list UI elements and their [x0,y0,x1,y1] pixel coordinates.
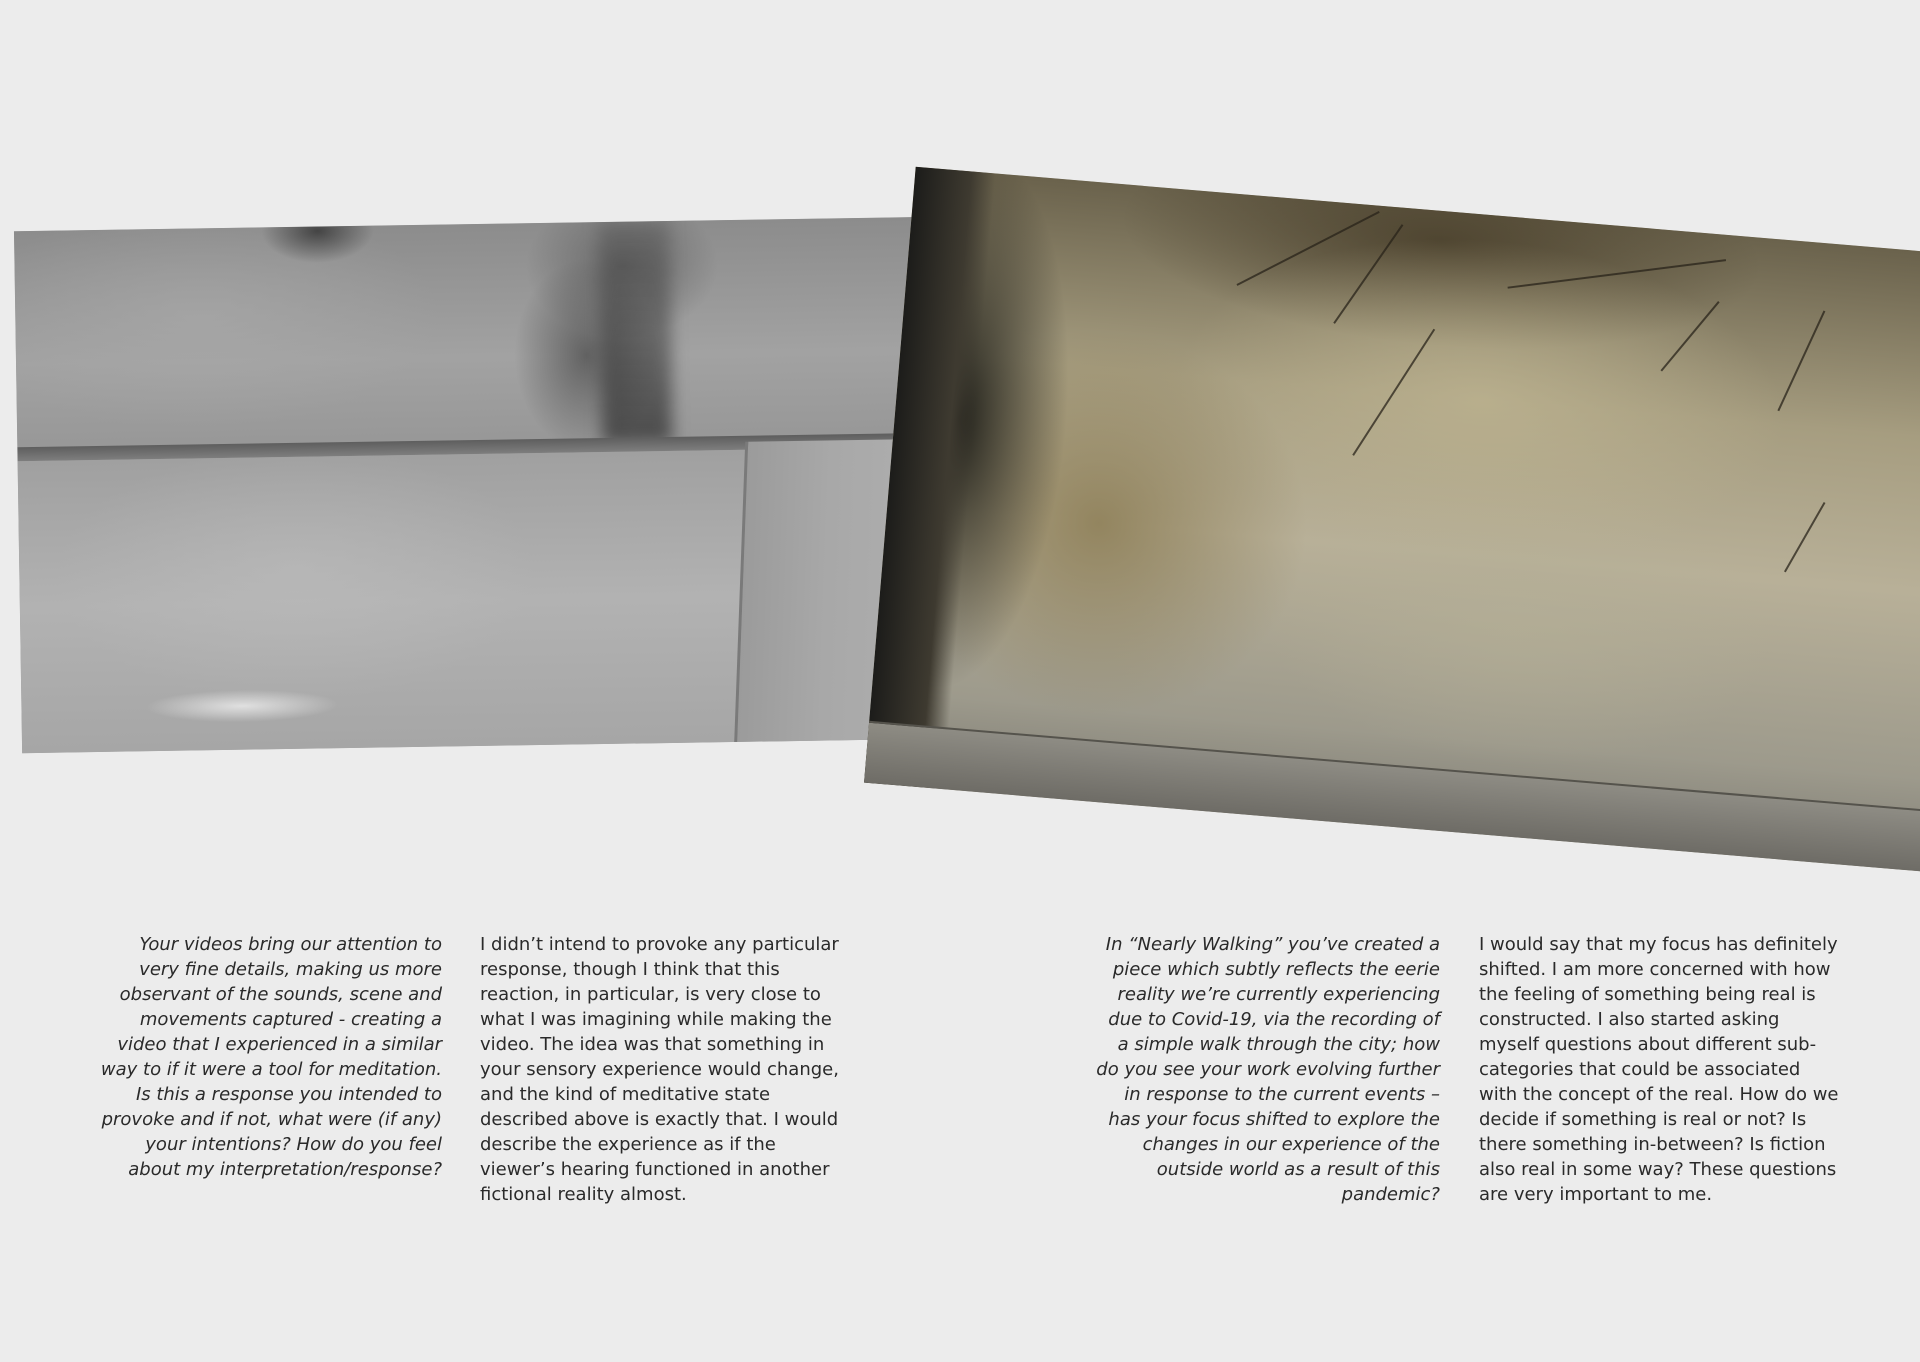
upper-wall [14,217,937,453]
concrete-corner-photo [14,217,942,753]
interview-answer: I would say that my focus has definitely shifted. I am more concerned with how the feeling of something being real is constructed. I also started asking myself questions about different sub-categories that could be associated with the concept of the real. How do we decide if something is real or not? Is there something in-between? Is fiction also real in some way? These questions are very important to me. [1479,934,1839,1205]
tunnel-wall-photo [864,167,1920,872]
interview-answer: I didn’t intend to provoke any particular response, though I think that this reaction, in particular, is very close to what I was imagining while making the video. The idea was that something in your sensory experience would change, and the kind of meditative state described above is exactly that. I would describe the experience as if the viewer’s hearing functioned in another fictional reality almost. [480,934,839,1205]
interview-question: Your videos bring our attention to very fine details, making us more observant of the sounds, scene and movements captured - creating a video that I experienced in a similar way to if it were a tool for meditation. Is this a response you intended to provoke and if not, what were (if any) your intentions? How do you feel about my interpretation/response? [100,934,442,1180]
water-stain [599,221,672,444]
interview-question: In “Nearly Walking” you’ve created a piece which subtly reflects the eerie reality we’re currently experiencing due to Covid-19, via the recording of a simple walk through the city; how do you see your work evolving further in response to the current events – has your focus shifted to explore the changes in our experience of the outside world as a result of this pandemic? [1096,934,1440,1205]
